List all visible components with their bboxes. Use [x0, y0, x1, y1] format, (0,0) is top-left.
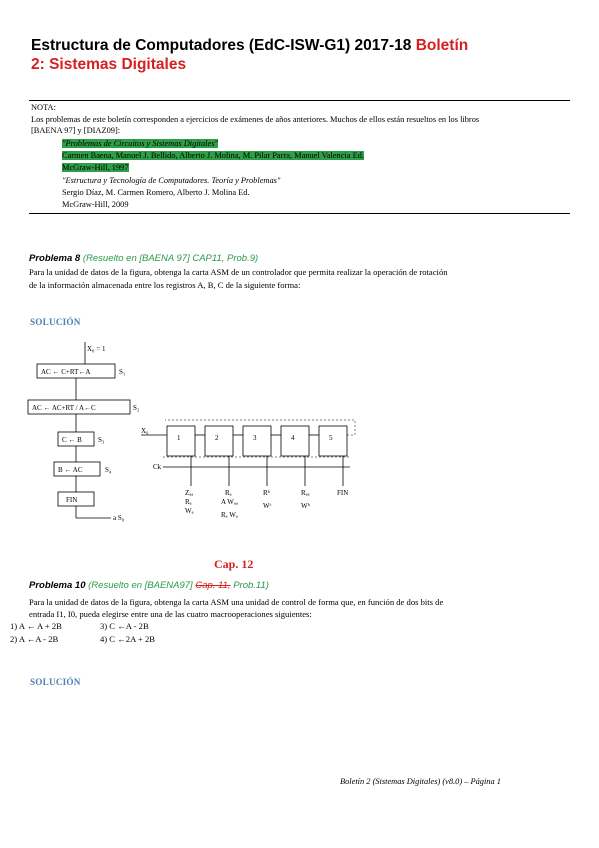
shift-cell-4 [281, 426, 309, 456]
asm-s1-label: S₁ [119, 368, 126, 376]
asm-box4-label: B ← AC [58, 466, 83, 474]
asm-box5-label: FIN [66, 496, 78, 504]
problem10-text-2: entrada I1, I0, pueda elegirse entre una de las cuatro macrooperaciones siguientes: [29, 609, 312, 619]
problem10-ref-pre: (Resuelto en [BAENA97] [88, 580, 193, 591]
out3-b: Wᶜ [263, 502, 272, 510]
problem10-op-2: 2) A ←A - 2B [10, 634, 59, 644]
asm-start-label: X₀ = 1 [87, 345, 106, 353]
title-line-1: Estructura de Computadores (EdC-ISW-G1) 2017-18 Boletín [31, 37, 469, 54]
shift-cell-5-label: 5 [329, 434, 333, 442]
problem10-op-4: 4) C ←2A + 2B [100, 634, 155, 644]
out1-b: Rₐ [185, 498, 192, 506]
shift-register [141, 420, 355, 519]
problem10-heading-line [29, 580, 269, 592]
shift-cell-3 [243, 426, 271, 456]
note-label: NOTA: [31, 103, 56, 112]
problem8-text-2: de la información almacenada entre los registros A, B, C de la siguiente forma: [29, 280, 301, 290]
problem10-solution-label: SOLUCIÓN [30, 677, 81, 687]
asm-box2-label: AC ← AC+RT / A←C [32, 404, 96, 412]
problem10-op-1: 1) A ← A + 2B [10, 621, 62, 631]
page-title [31, 36, 468, 74]
chapter-label: Cap. 12 [214, 557, 254, 571]
out3-a: Rᵇ [263, 489, 270, 497]
shift-x-label: X₀ [141, 427, 149, 435]
note-line-1: Los problemas de este boletín corresponden a ejercicios de exámenes de años anteriores. Muchos de ellos están resueltos en los libros [31, 115, 480, 124]
problem8-solution-label: SOLUCIÓN [30, 317, 81, 327]
shift-cell-1-label: 1 [177, 434, 181, 442]
shift-feedback-line [165, 420, 355, 435]
problem10-op-3: 3) C ←A - 2B [100, 621, 149, 631]
out2-a: Rₐ [225, 489, 232, 497]
problem8-text-1: Para la unidad de datos de la figura, obtenga la carta ASM de un controlador que permita realizar la operación de rotación [29, 267, 448, 277]
asm-s0-label: a S₀ [113, 514, 125, 522]
problem10-text-1: Para la unidad de datos de la figura, obtenga la carta ASM una unidad de control de forma que, en función de dos bits de [29, 597, 444, 607]
figure [25, 340, 370, 530]
asm-s2-label: S₂ [133, 404, 140, 412]
shift-cell-3-label: 3 [253, 434, 257, 442]
shift-cell-1 [167, 426, 195, 456]
asm-s4-label: S₄ [105, 466, 112, 474]
book1-title: "Problemas de Circuitos y Sistemas Digitales" [62, 139, 218, 148]
out2-c: Rₐ Wₐ [221, 511, 238, 519]
shift-cell-2-label: 2 [215, 434, 219, 442]
shift-cell-5 [319, 426, 347, 456]
problem10-heading: Problema 10 [29, 580, 86, 591]
out1-a: Zₐₐ [185, 489, 194, 497]
book2-publisher: McGraw-Hill, 2009 [62, 200, 129, 209]
book1-publisher: McGraw-Hill, 1997 [62, 163, 129, 172]
asm-box1-label: AC ← C+RT←A [41, 368, 91, 376]
out1-c: Wₐ [185, 507, 194, 515]
shift-ck-label: Ck [153, 463, 162, 471]
problem8-heading: Problema 8 [29, 253, 81, 264]
problem8-heading-line [29, 253, 258, 265]
book2-authors: Sergio Díaz, M. Carmen Romero, Alberto J. Molina Ed. [62, 188, 250, 197]
out5-a: FIN [337, 489, 349, 497]
shift-cell-4-label: 4 [291, 434, 295, 442]
note-line-2: [BAENA 97] y [DIAZ09]: [31, 126, 121, 135]
out4-a: Rₐₐ [301, 489, 310, 497]
asm-s3-label: S₃ [98, 436, 105, 444]
problem10-ref-post: Prob.11) [233, 580, 269, 591]
title-line-2: 2: Sistemas Digitales [31, 56, 187, 73]
out4-b: Wᵇ [301, 502, 310, 510]
book1-authors: Carmen Baena, Manuel J. Bellido, Alberto J. Molina, M. Pilar Parra, Manuel Valencia Ed. [62, 151, 364, 160]
book2-title: "Estructura y Tecnología de Computadores. Teoría y Problemas" [62, 176, 281, 185]
page-footer: Boletín 2 (Sistemas Digitales) (v8.0) – Página 1 [340, 777, 501, 786]
asm-chart [28, 342, 140, 522]
shift-cell-2 [205, 426, 233, 456]
asm-box3-label: C ← B [62, 436, 82, 444]
problem8-ref: (Resuelto en [BAENA 97] CAP11, Prob.9) [82, 253, 259, 264]
problem10-ref-strike: Cap. 11, [195, 580, 231, 591]
out2-b: A Wₐₐ [221, 498, 238, 506]
